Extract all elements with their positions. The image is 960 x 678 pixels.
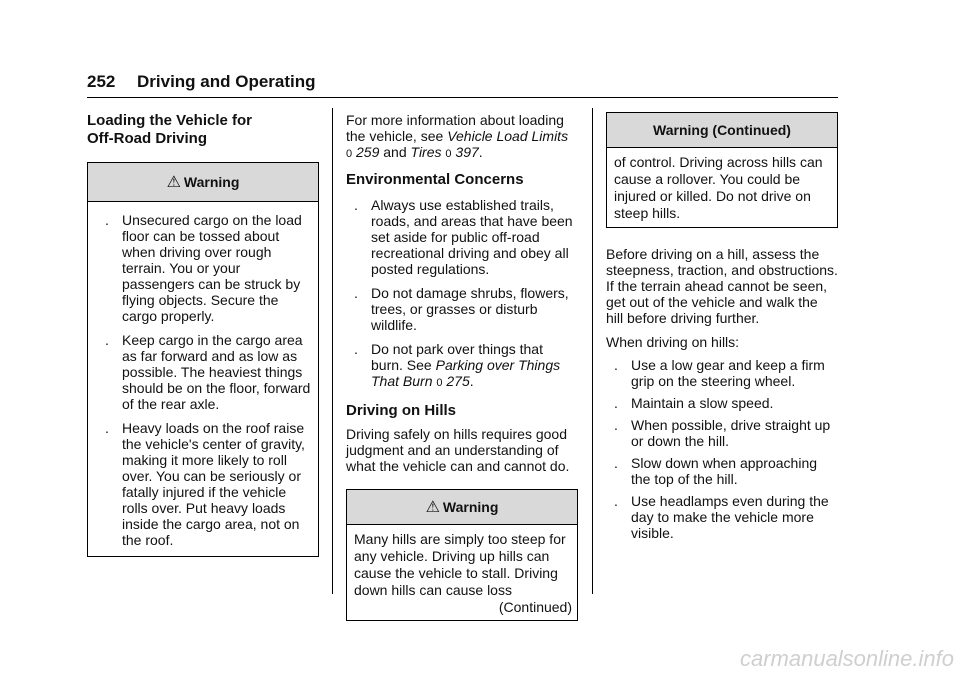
page-ref-275[interactable]: 275 xyxy=(446,373,470,389)
column-1 xyxy=(87,112,319,557)
list-item: . Slow down when approaching the top of the hill. xyxy=(614,455,818,487)
continued-label: (Continued) xyxy=(498,599,572,615)
page-header xyxy=(87,72,316,92)
hills-heading: Driving on Hills xyxy=(346,402,457,419)
link-tires[interactable]: Tires xyxy=(410,144,442,160)
cargo-warning-box xyxy=(87,162,319,557)
list-item: . Use a low gear and keep a firm grip on the steering wheel. xyxy=(614,357,825,389)
watermark: carmanualsonline.info xyxy=(739,646,954,671)
column-divider xyxy=(332,108,333,594)
list-item: . Always use established trails, roads, and areas that have been set aside for public off-road recreational driving and obey all posted regulations. xyxy=(354,197,573,277)
warning-triangle-icon: ⚠ xyxy=(166,174,181,191)
list-item: . Do not park over things that burn. See Parking over Things That Burn 0 275. xyxy=(354,341,561,389)
loading-reference: For more information about loading the vehicle, see Vehicle Load Limits 0 259 and Tires 0 397. xyxy=(346,112,569,160)
list-item: . Unsecured cargo on the load floor can be tossed about when driving over rough terrain. You or your passengers can be struck by flying objects. Secure the cargo properly. xyxy=(105,212,302,324)
warning-triangle-icon: ⚠ xyxy=(425,499,440,516)
hills-intro: Driving safely on hills requires good judgment and an understanding of what the vehicle can and cannot do. xyxy=(346,426,570,474)
column-divider xyxy=(592,108,593,594)
link-vehicle-load-limits[interactable]: Vehicle Load Limits xyxy=(447,128,569,144)
hill-assessment-paragraph: Before driving on a hill, assess the steepness, traction, and obstructions. If the terrain ahead cannot be seen, get out of the vehicle and walk the hill before driving further. xyxy=(606,246,838,326)
page-ref-arrow-icon: 0 xyxy=(346,148,353,160)
warning-header: ⚠ Warning xyxy=(88,163,318,202)
list-item: . Maintain a slow speed. xyxy=(614,395,774,411)
warning-text: of control. Driving across hills can cause a rollover. You could be injured or killed. Do not drive on steep hills. xyxy=(614,154,823,221)
hills-tips-list xyxy=(606,357,838,541)
page-ref-397[interactable]: 397 xyxy=(455,144,479,160)
list-item: . Do not damage shrubs, flowers, trees, or grasses or disturb wildlife. xyxy=(354,285,569,333)
list-item: . Keep cargo in the cargo area as far forward and as low as possible. The heaviest things should be on the floor, forward of the rear axle. xyxy=(105,332,311,412)
hills-warning-box xyxy=(346,489,578,621)
header-rule xyxy=(87,97,838,98)
page-ref-arrow-icon: 0 xyxy=(445,148,452,160)
warning-header: ⚠ Warning xyxy=(347,490,577,525)
when-driving-on-hills: When driving on hills: xyxy=(606,334,740,350)
warning-continued-header: Warning (Continued) xyxy=(607,113,837,148)
page-ref-259[interactable]: 259 xyxy=(356,144,380,160)
column-2 xyxy=(346,112,578,621)
list-item: . Use headlamps even during the day to make the vehicle more visible. xyxy=(614,493,829,541)
list-item: . Heavy loads on the roof raise the vehicle's center of gravity, making it more likely to roll over. You can be seriously or fatally injured if the vehicle rolls over. Put heavy loads inside the cargo area, not on the roof. xyxy=(105,420,305,548)
page-ref-arrow-icon: 0 xyxy=(436,377,443,389)
continued-warning-box xyxy=(606,112,838,228)
environmental-heading: Environmental Concerns xyxy=(346,171,524,188)
environmental-list xyxy=(346,197,578,391)
section-title: Driving and Operating xyxy=(137,72,316,91)
warning-bullet-list xyxy=(97,212,311,548)
loading-heading: Loading the Vehicle for Off-Road Driving xyxy=(87,112,253,147)
warning-text: Many hills are simply too steep for any vehicle. Driving up hills can cause the vehicle to stall. Driving down hills can cause loss xyxy=(354,531,566,598)
link-parking-over-things-that-burn[interactable]: Parking over Things That Burn xyxy=(371,357,561,389)
page-number: 252 xyxy=(87,72,116,91)
list-item: . When possible, drive straight up or down the hill. xyxy=(614,417,831,449)
column-3 xyxy=(606,112,838,541)
